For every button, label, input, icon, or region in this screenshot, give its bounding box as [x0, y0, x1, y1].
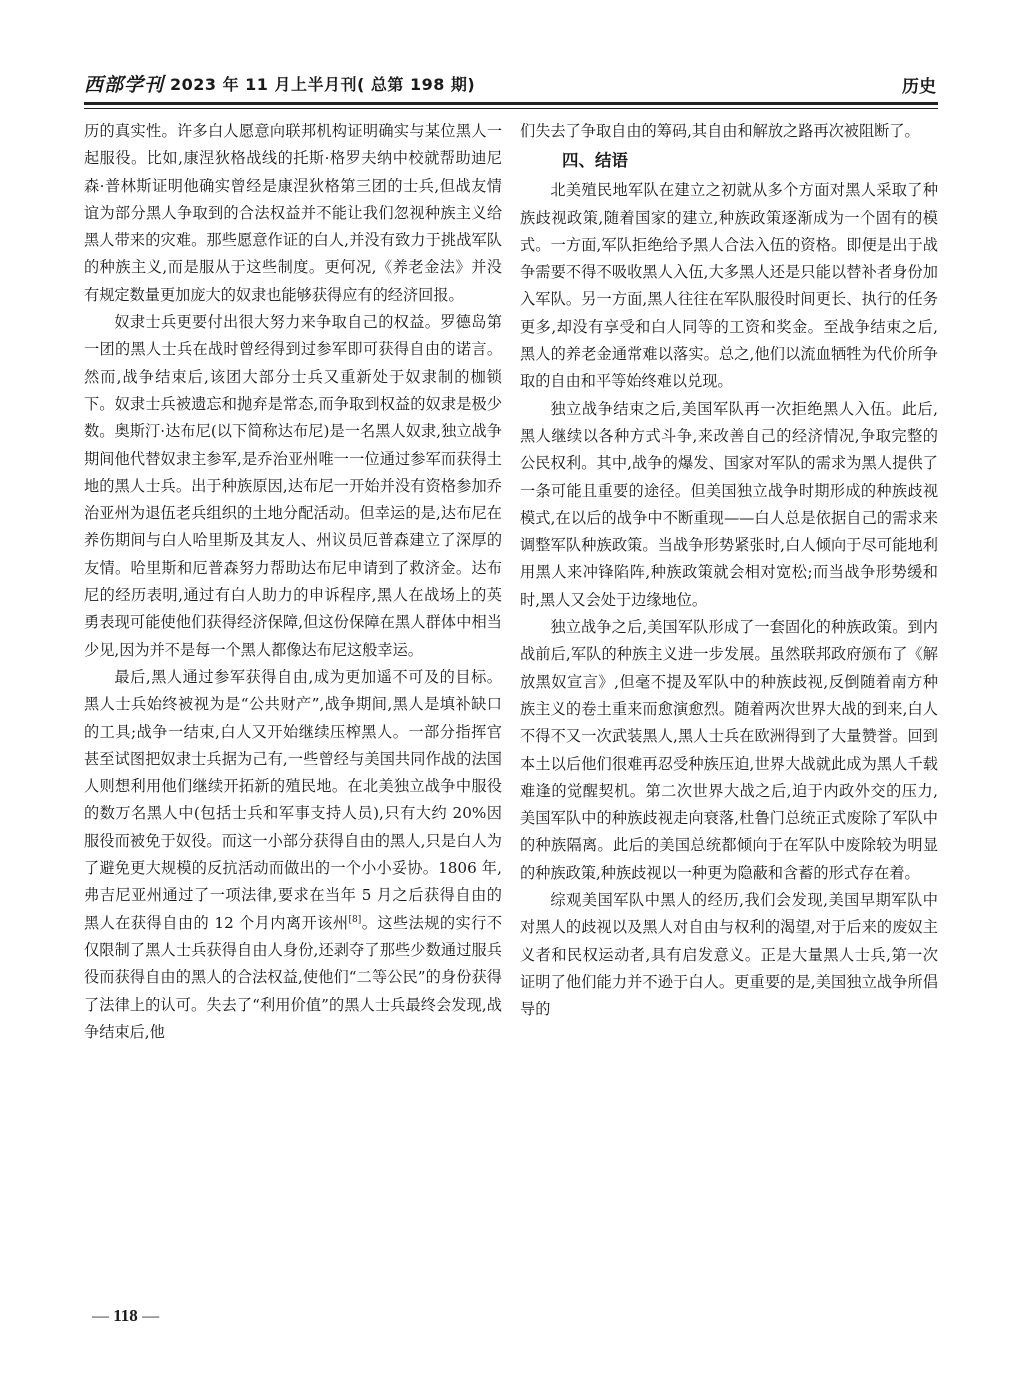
- header-rule: [84, 102, 938, 105]
- paragraph: 们失去了争取自由的筹码,其自由和解放之路再次被阻断了。: [520, 122, 920, 140]
- header-rule-thin: [84, 108, 938, 109]
- section-heading: 四、结语: [562, 151, 628, 171]
- paragraph: 北美殖民地军队在建立之初就从多个方面对黑人采取了种族歧视政策,随着国家的建立,种族政策逐渐成为一个固有的模式。一方面,军队拒绝给予黑人合法入伍的资格。即便是出于战争需要不得不吸收黑人入伍,大多黑人还是只能以替补者身份加入军队。另一方面,黑人往往在军队服役时间更长、执行的任务更多,却没有享受和白人同等的工资和奖金。至战争结束之后,黑人的养老金通常难以落实。总之,他们以流血牺牲为代价所争取的自由和平等始终难以兑现。: [520, 181, 938, 391]
- section-name: 历史: [902, 77, 936, 97]
- running-header: [84, 66, 938, 100]
- folio-dash: —: [92, 1306, 109, 1325]
- paragraph: 奴隶士兵更要付出很大努力来争取自己的权益。罗德岛第一团的黑人士兵在战时曾经得到过参军即可获得自由的诺言。然而,战争结束后,该团大部分士兵又重新处于奴隶制的枷锁下。奴隶士兵被遗忘和抛弃是常态,而争取到权益的奴隶是极少数。奥斯汀·达布尼(以下简称达布尼)是一名黑人奴隶,独立战争期间他代替奴隶主参军,是乔治亚州唯一一位通过参军而获得土地的黑人士兵。出于种族原因,达布尼一开始并没有资格参加乔治亚州为退伍老兵组织的土地分配活动。但幸运的是,达布尼在养伤期间与白人哈里斯及其友人、州议员厄普森建立了深厚的友情。哈里斯和厄普森努力帮助达布尼申请到了救济金。达布尼的经历表明,通过有白人助力的申诉程序,黑人在战场上的英勇表现可能使他们获得经济保障,但这份保障在黑人群体中相当少见,因为并不是每一个黑人都像达布尼这般幸运。: [84, 313, 502, 659]
- page-number: 118: [113, 1306, 138, 1325]
- paragraph: 综观美国军队中黑人的经历,我们会发现,美国早期军队中对黑人的歧视以及黑人对自由与权利的渴望,对于后来的废奴主义者和民权运动者,具有启发意义。正是大量黑人士兵,第一次证明了他们能力并不逊于白人。更重要的是,美国独立战争所倡导的: [520, 891, 938, 1019]
- page-number-block: [92, 1306, 159, 1326]
- citation-marker: [8]: [348, 914, 362, 925]
- paragraph: 历的真实性。许多白人愿意向联邦机构证明确实与某位黑人一起服役。比如,康涅狄格战线的托斯·格罗夫纳中校就帮助迪尼森·普林斯证明他确实曾经是康涅狄格第三团的士兵,但战友情谊为部分黑人争取到的合法权益并不能让我们忽视种族主义给黑人带来的灾难。那些愿意作证的白人,并没有致力于挑战军队的种族主义,而是服从于这些制度。更何况,《养老金法》并没有规定数量更加庞大的奴隶也能够获得应有的经济回报。: [84, 122, 502, 304]
- folio-dash: —: [142, 1306, 160, 1325]
- issue-info: 2023 年 11 月上半月刊( 总第 198 期): [170, 75, 476, 94]
- paragraph: 独立战争之后,美国军队形成了一套固化的种族政策。到内战前后,军队的种族主义进一步发展。虽然联邦政府颁布了《解放黑奴宣言》,但毫不提及军队中的种族歧视,反倒随着南方种族主义的卷土重来而愈演愈烈。随着两次世界大战的到来,白人不得不又一次武装黑人,黑人士兵在欧洲得到了大量赞誉。回到本土以后他们很难再忍受种族压迫,世界大战就此成为黑人千载难逢的觉醒契机。第二次世界大战之后,迫于内政外交的压力,美国军队中的种族歧视走向衰落,杜鲁门总统正式废除了军队中的种族隔离。此后的美国总统都倾向于在军队中废除较为明显的种族政策,种族歧视以一种更为隐蔽和含蓄的形式存在着。: [520, 618, 938, 882]
- journal-logo: 西部学刊: [84, 74, 165, 96]
- paragraph-text: 最后,黑人通过参军获得自由,成为更加遥不可及的目标。黑人士兵始终被视为是“公共财产”,战争期间,黑人是填补缺口的工具;战争一结束,白人又开始继续压榨黑人。一部分指挥官甚至试图把奴隶士兵据为己有,一些曾经与美国共同作战的法国人则想利用他们继续开拓新的殖民地。在北美独立战争中服役的数万名黑人中(包括士兵和军事支持人员),只有大约 20%因服役而被免于奴役。而这一小部分获得自由的黑人,只是白人为了避免更大规模的反抗活动而做出的一个小小妥协。1806 年,弗吉尼亚州通过了一项法律,要求在当年 5 月之后获得自由的黑人在获得自由的 12 个月内离开该州: [84, 667, 502, 932]
- left-column: [84, 118, 502, 1046]
- paragraph-text: 。这些法规的实行不仅限制了黑人士兵获得自由人身份,还剥夺了那些少数通过服兵役而获得自由的黑人的合法权益,使他们“二等公民”的身份获得了法律上的认可。失去了“利用价值”的黑人士兵最终会发现,战争结束后,他: [84, 913, 503, 1041]
- paragraph: 独立战争结束之后,美国军队再一次拒绝黑人入伍。此后,黑人继续以各种方式斗争,来改善自己的经济情况,争取完整的公民权利。其中,战争的爆发、国家对军队的需求为黑人提供了一条可能且重要的途径。但美国独立战争时期形成的种族歧视模式,在以后的战争中不断重现——白人总是依据自己的需求来调整军队种族政策。当战争形势紧张时,白人倾向于尽可能地利用黑人来冲锋陷阵,种族政策就会相对宽松;而当战争形势缓和时,黑人又会处于边缘地位。: [520, 399, 938, 609]
- right-column: [520, 118, 938, 1024]
- paragraph: [84, 664, 502, 1046]
